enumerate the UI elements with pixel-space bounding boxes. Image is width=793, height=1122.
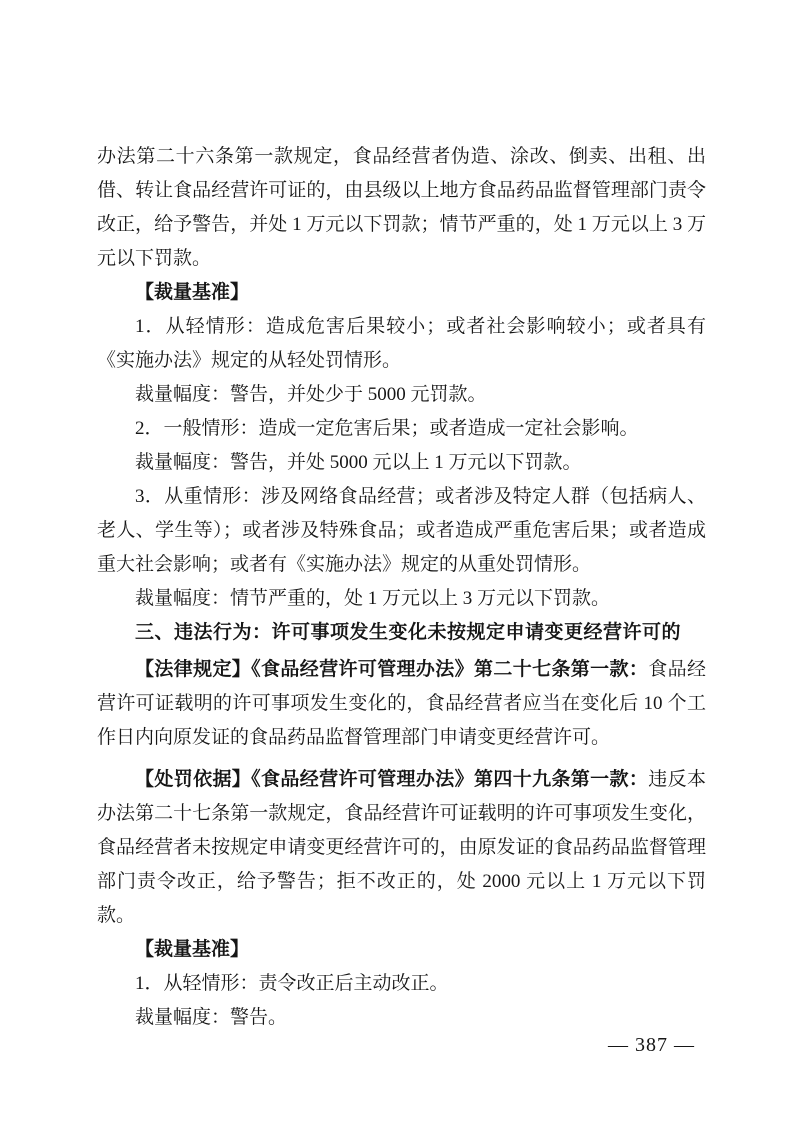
penalty-basis-label: 【处罚依据】《食品经营许可管理办法》第四十九条第一款： <box>135 769 649 790</box>
legal-provision-paragraph <box>97 650 706 763</box>
severe-case-paragraph: 3．从重情形：涉及网络食品经营；或者涉及特定人群（包括病人、老人、学生等）；或者涉及特殊食品；或者造成严重危害后果；或者造成重大社会影响；或者有《实施办法》规定的从重处罚情形。 <box>97 486 706 575</box>
discretion-range-paragraph: 裁量幅度：警告，并处少于 5000 元罚款。 <box>135 384 487 405</box>
legal-provision-text: 食品经营许可证载明的许可事项发生变化的，食品经营者应当在变化后 10 个工作日内向原发证的食品药品监督管理部门申请变更经营许可。 <box>97 659 706 748</box>
penalty-basis-paragraph <box>97 763 706 933</box>
legal-provision-label: 【法律规定】《食品经营许可管理办法》第二十七条第一款： <box>135 659 649 680</box>
violation-section-heading: 三、违法行为：许可事项发生变化未按规定申请变更经营许可的 <box>135 622 682 643</box>
page-number: — 387 — <box>608 1034 695 1056</box>
lenient-case-paragraph: 1．从轻情形：造成危害后果较小；或者社会影响较小；或者具有《实施办法》规定的从轻处罚情形。 <box>97 316 706 371</box>
page-body-text <box>97 140 706 1035</box>
discretion-range-paragraph: 裁量幅度：警告，并处 5000 元以上 1 万元以下罚款。 <box>135 452 582 473</box>
lenient-case-paragraph: 1．从轻情形：责令改正后主动改正。 <box>135 973 449 994</box>
penalty-basis-text: 违反本办法第二十七条第一款规定，食品经营许可证载明的许可事项发生变化，食品经营者未按规定申请变更经营许可的，由原发证的食品药品监督管理部门责令改正，给予警告；拒不改正的，处 2000 元以上 1 万元以下罚款。 <box>97 769 706 926</box>
continuation-paragraph: 办法第二十六条第一款规定，食品经营者伪造、涂改、倒卖、出租、出借、转让食品经营许可证的，由县级以上地方食品药品监督管理部门责令改正，给予警告，并处 1 万元以下罚款；情节严重的，处 1 万元以上 3 万元以下罚款。 <box>97 146 706 269</box>
discretion-standard-heading: 【裁量基准】 <box>135 939 250 960</box>
discretion-range-paragraph: 裁量幅度：情节严重的，处 1 万元以上 3 万元以下罚款。 <box>135 588 611 609</box>
discretion-range-paragraph: 裁量幅度：警告。 <box>135 1007 288 1028</box>
general-case-paragraph: 2．一般情形：造成一定危害后果；或者造成一定社会影响。 <box>135 418 639 439</box>
discretion-standard-heading: 【裁量基准】 <box>135 282 250 303</box>
